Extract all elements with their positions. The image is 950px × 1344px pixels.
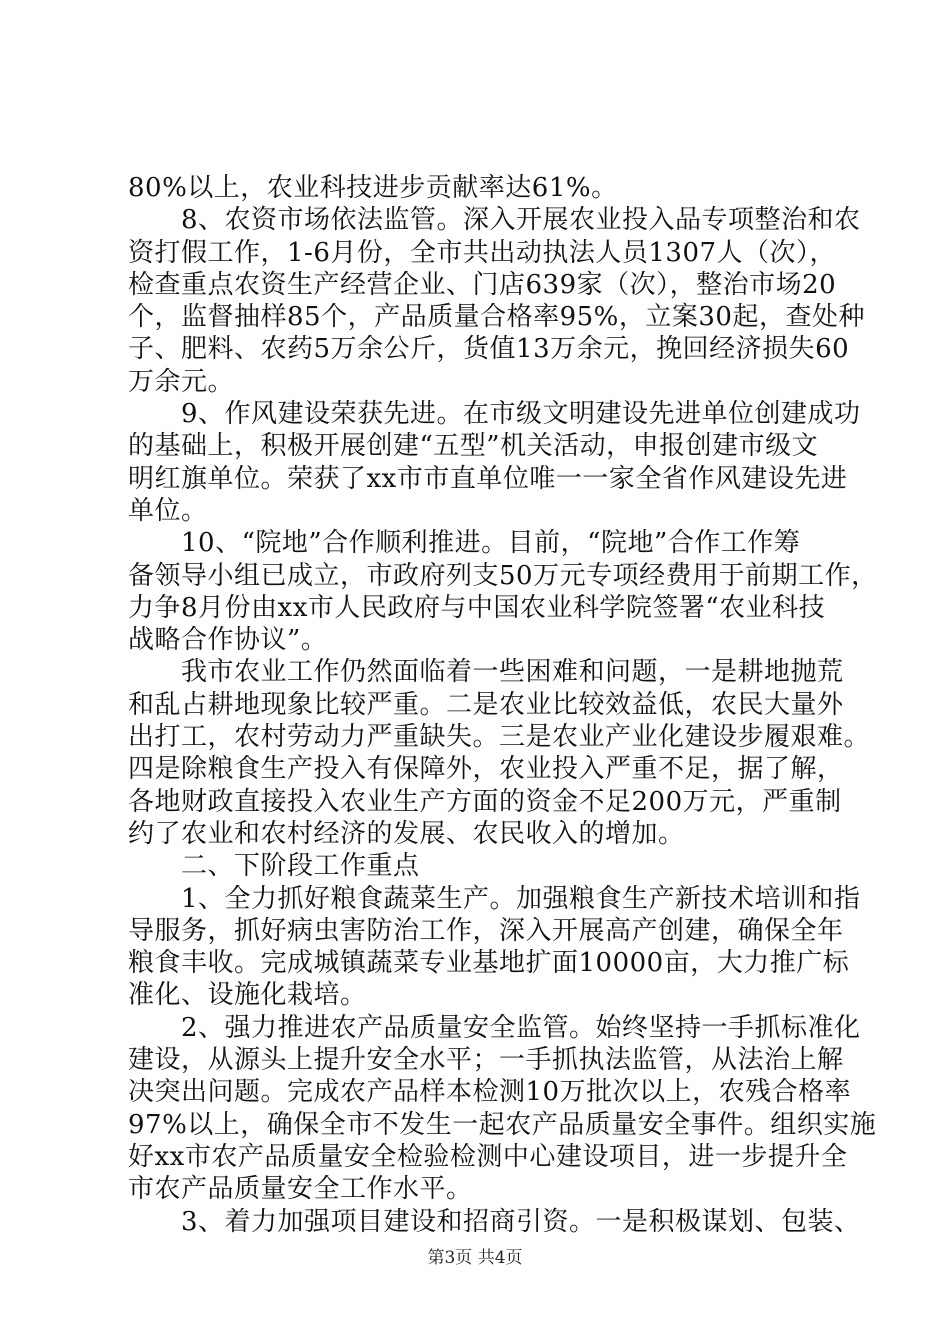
text-line: 决突出问题。完成农产品样本检测10万批次以上，农残合格率	[128, 1077, 852, 1108]
text-line: 各地财政直接投入农业生产方面的资金不足200万元，严重制	[128, 786, 842, 817]
text-line: 80%以上，农业科技进步贡献率达61%。	[128, 173, 618, 203]
text-line: 粮食丰收。完成城镇蔬菜专业基地扩面10000亩，大力推广标	[128, 948, 850, 979]
text-line: 二、下阶段工作重点	[128, 851, 420, 882]
text-line: 97%以上，确保全市不发生一起农产品质量安全事件。组织实施	[128, 1109, 877, 1140]
text-line: 我市农业工作仍然面临着一些困难和问题，一是耕地抛荒	[128, 657, 844, 688]
text-line: 准化、设施化栽培。	[128, 980, 367, 1011]
text-line: 建设，从源头上提升安全水平；一手抓执法监管，从法治上解	[128, 1045, 844, 1076]
body-text	[128, 172, 878, 1238]
text-line: 2、强力推进农产品质量安全监管。始终坚持一手抓标准化	[128, 1012, 861, 1043]
text-line: 出打工，农村劳动力严重缺失。三是农业产业化建设步履艰难。	[128, 722, 871, 753]
text-line: 战略合作协议”。	[128, 625, 328, 656]
page-footer: 第3页 共4页	[427, 1248, 523, 1268]
text-line: 的基础上，积极开展创建“五型”机关活动，申报创建市级文	[128, 431, 819, 462]
text-line: 10、“院地”合作顺利推进。目前，“院地”合作工作筹	[128, 528, 801, 559]
text-line: 9、作风建设荣获先进。在市级文明建设先进单位创建成功	[128, 399, 861, 430]
text-line: 好xx市农产品质量安全检验检测中心建设项目，进一步提升全	[128, 1141, 848, 1172]
text-line: 明红旗单位。荣获了xx市市直单位唯一一家全省作风建设先进	[128, 463, 848, 494]
text-line: 资打假工作，1-6月份，全市共出动执法人员1307人（次），	[128, 237, 837, 268]
text-line: 约了农业和农村经济的发展、农民收入的增加。	[128, 818, 685, 849]
text-line: 8、农资市场依法监管。深入开展农业投入品专项整治和农	[128, 205, 861, 236]
text-line: 导服务，抓好病虫害防治工作，深入开展高产创建，确保全年	[128, 915, 844, 946]
text-line: 力争8月份由xx市人民政府与中国农业科学院签署“农业科技	[128, 592, 826, 623]
text-line: 和乱占耕地现象比较严重。二是农业比较效益低，农民大量外	[128, 689, 844, 720]
text-line: 备领导小组已成立，市政府列支50万元专项经费用于前期工作，	[128, 560, 878, 591]
text-line: 子、肥料、农药5万余公斤，货值13万余元，挽回经济损失60	[128, 334, 850, 365]
text-line: 检查重点农资生产经营企业、门店639家（次），整治市场20	[128, 269, 837, 300]
text-line: 单位。	[128, 495, 208, 526]
text-line: 市农产品质量安全工作水平。	[128, 1174, 473, 1205]
text-line: 万余元。	[128, 366, 235, 397]
text-line: 个，监督抽样85个，产品质量合格率95%，立案30起，查处种	[128, 302, 865, 333]
text-line: 3、着力加强项目建设和招商引资。一是积极谋划、包装、	[128, 1206, 861, 1237]
text-line: 四是除粮食生产投入有保障外，农业投入严重不足，据了解，	[128, 754, 844, 785]
text-line: 1、全力抓好粮食蔬菜生产。加强粮食生产新技术培训和指	[128, 883, 861, 914]
